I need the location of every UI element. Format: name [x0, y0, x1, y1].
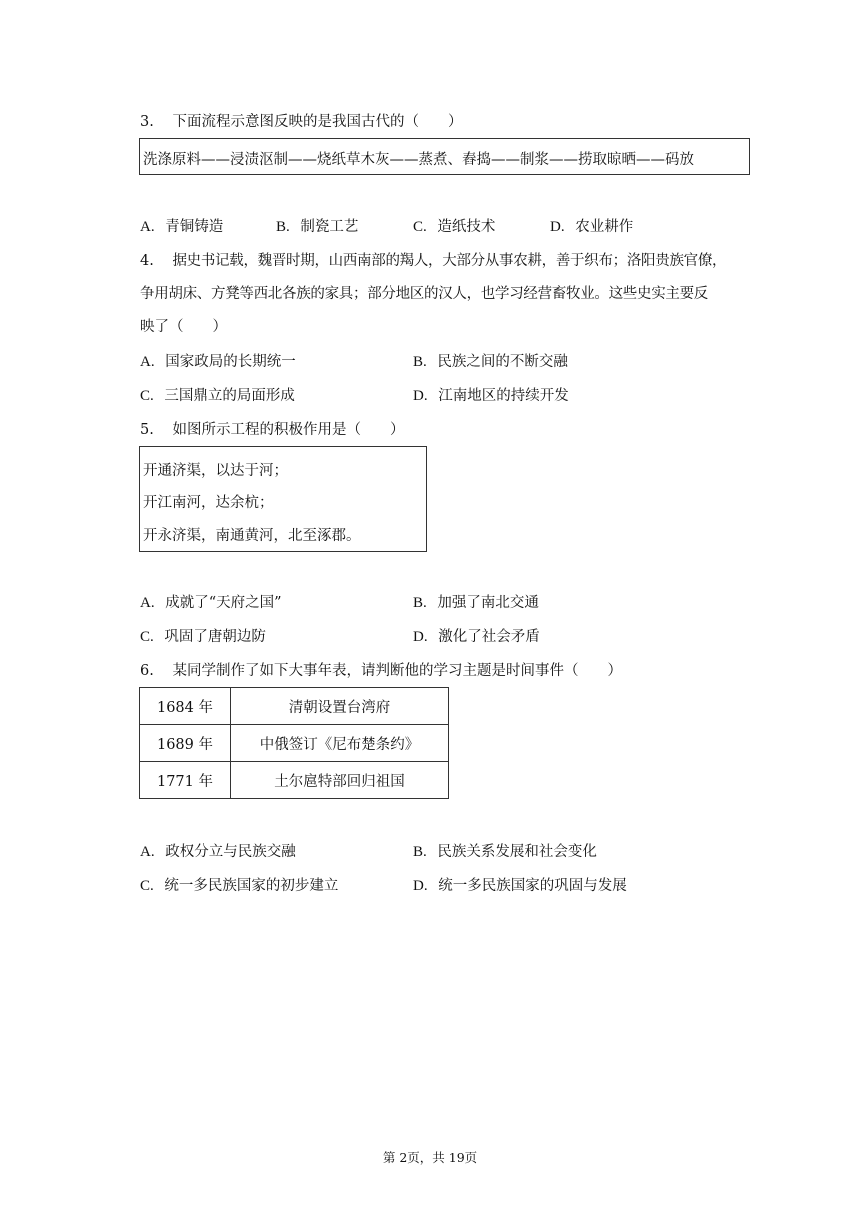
option-text: 农业耕作: [575, 219, 634, 235]
option-d[interactable]: [413, 876, 627, 896]
option-letter: B.: [413, 595, 427, 611]
quote-line-1: 开通济渠，以达于河；: [143, 463, 288, 479]
quote-line-3: 开永济渠，南通黄河，北至涿郡。: [143, 528, 361, 544]
option-letter: C.: [140, 388, 154, 404]
table-row: [140, 725, 449, 762]
option-letter: A.: [140, 219, 155, 235]
option-d[interactable]: [550, 217, 633, 237]
option-text: 激化了社会矛盾: [438, 629, 540, 645]
option-letter: A.: [140, 595, 155, 611]
question-stem: 某同学制作了如下大事年表，请判断他的学习主题是时间事件（ ）: [172, 663, 622, 679]
option-letter: D.: [413, 878, 428, 894]
option-a[interactable]: [140, 842, 296, 862]
option-a[interactable]: [140, 217, 223, 237]
option-text: 民族关系发展和社会变化: [437, 844, 597, 860]
option-text: 成就了“天府之国”: [165, 595, 282, 611]
option-text: 加强了南北交通: [437, 595, 539, 611]
question-stem-line-2: 争用胡床、方凳等西北各族的家具；部分地区的汉人，也学习经营畜牧业。这些史实主要反: [140, 286, 708, 302]
year-cell: 1684 年: [140, 688, 231, 725]
option-letter: D.: [413, 629, 428, 645]
question-number: 4.: [140, 253, 154, 269]
option-letter: B.: [276, 219, 290, 235]
question-3: [140, 112, 462, 132]
option-text: 青铜铸造: [165, 219, 224, 235]
option-d[interactable]: [413, 386, 569, 406]
option-text: 政权分立与民族交融: [165, 844, 296, 860]
option-letter: B.: [413, 354, 427, 370]
option-b[interactable]: [276, 217, 358, 237]
quote-line-2: 开江南河，达余杭；: [143, 495, 274, 511]
page-footer: 第 2页，共 19页: [382, 1150, 478, 1165]
event-cell: 土尔扈特部回归祖国: [231, 762, 449, 799]
option-c[interactable]: [140, 386, 295, 406]
question-stem: 下面流程示意图反映的是我国古代的（ ）: [172, 114, 463, 130]
option-d[interactable]: [413, 627, 540, 647]
question-number: 3.: [140, 114, 154, 130]
option-b[interactable]: [413, 842, 597, 862]
events-timeline-table: [139, 687, 449, 799]
option-text: 造纸技术: [437, 219, 496, 235]
option-letter: D.: [550, 219, 565, 235]
question-4: [140, 251, 726, 271]
year-cell: 1689 年: [140, 725, 231, 762]
option-text: 江南地区的持续开发: [438, 388, 569, 404]
option-b[interactable]: [413, 352, 568, 372]
option-a[interactable]: [140, 352, 296, 372]
option-letter: C.: [140, 629, 154, 645]
question-stem-line-3: 映了（ ）: [140, 319, 227, 335]
option-a[interactable]: [140, 593, 282, 613]
option-text: 统一多民族国家的初步建立: [164, 878, 339, 894]
option-text: 三国鼎立的局面形成: [164, 388, 295, 404]
option-letter: B.: [413, 844, 427, 860]
option-letter: A.: [140, 844, 155, 860]
table-row: [140, 762, 449, 799]
option-c[interactable]: [140, 627, 266, 647]
source-quote-box: [139, 446, 427, 552]
process-flow-text: 洗涤原料——浸渍沤制——烧纸草木灰——蒸煮、舂捣——制浆——捞取晾晒——码放: [143, 152, 694, 168]
option-c[interactable]: [413, 217, 495, 237]
question-stem-line-1: 据史书记载，魏晋时期，山西南部的羯人，大部分从事农耕，善于织布；洛阳贵族官僚，: [172, 253, 727, 269]
option-text: 巩固了唐朝边防: [164, 629, 266, 645]
option-text: 国家政局的长期统一: [165, 354, 296, 370]
option-letter: C.: [413, 219, 427, 235]
option-c[interactable]: [140, 876, 338, 896]
event-cell: 清朝设置台湾府: [231, 688, 449, 725]
option-text: 制瓷工艺: [300, 219, 359, 235]
process-flow-box: [139, 138, 750, 175]
question-5: [140, 420, 404, 440]
year-cell: 1771 年: [140, 762, 231, 799]
option-b[interactable]: [413, 593, 539, 613]
question-number: 6.: [140, 663, 154, 679]
option-letter: A.: [140, 354, 155, 370]
question-stem: 如图所示工程的积极作用是（ ）: [172, 422, 405, 438]
event-cell: 中俄签订《尼布楚条约》: [231, 725, 449, 762]
table-row: [140, 688, 449, 725]
question-number: 5.: [140, 422, 154, 438]
option-text: 民族之间的不断交融: [437, 354, 568, 370]
option-text: 统一多民族国家的巩固与发展: [438, 878, 627, 894]
question-6: [140, 661, 622, 681]
option-letter: D.: [413, 388, 428, 404]
option-letter: C.: [140, 878, 154, 894]
